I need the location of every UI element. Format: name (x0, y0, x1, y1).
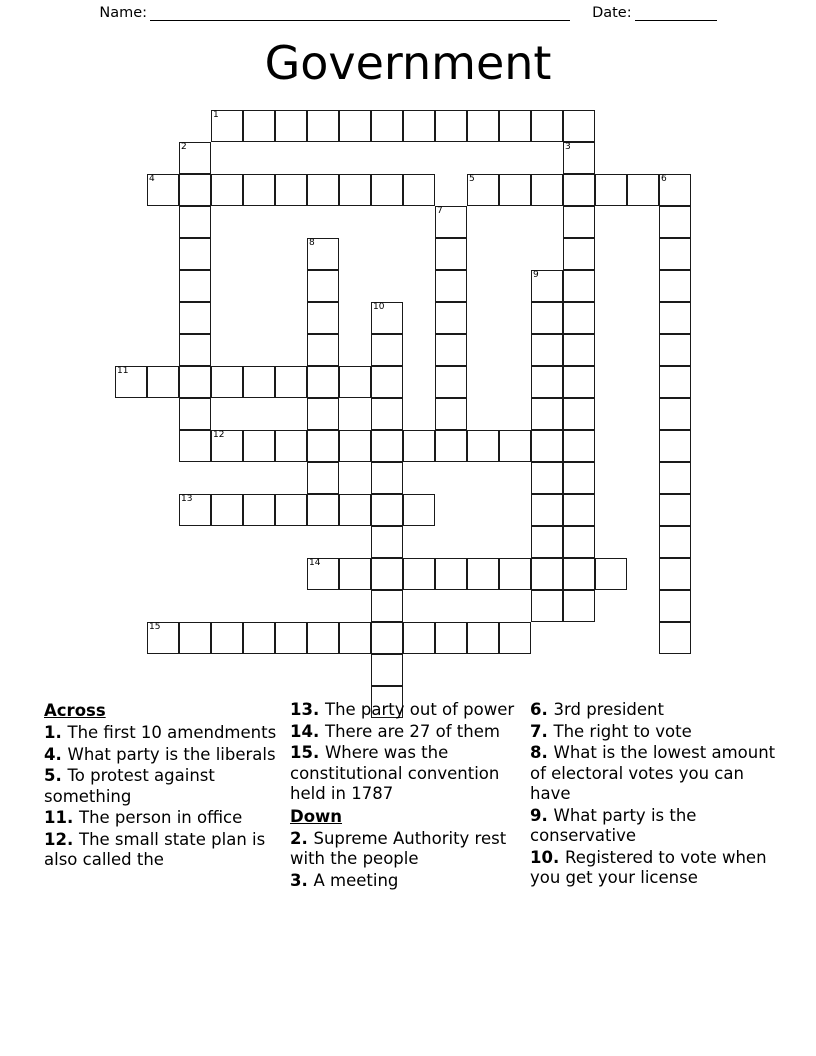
grid-cell[interactable] (467, 430, 499, 462)
grid-cell[interactable] (659, 590, 691, 622)
grid-cell-number: 8 (309, 238, 315, 248)
grid-cell[interactable] (307, 302, 339, 334)
date-label: Date: (592, 5, 632, 21)
grid-cell[interactable] (179, 334, 211, 366)
grid-cell[interactable] (531, 590, 563, 622)
grid-cell-number: 14 (309, 558, 321, 568)
grid-cell[interactable] (371, 110, 403, 142)
grid-cell[interactable] (371, 334, 403, 366)
grid-cell[interactable] (531, 494, 563, 526)
clue-text: The right to vote (553, 721, 692, 741)
grid-cell[interactable] (371, 462, 403, 494)
clue-column-3 (530, 700, 784, 890)
clue-text: The first 10 amendments (67, 723, 277, 742)
grid-cell[interactable] (307, 558, 339, 590)
grid-cell-number: 13 (181, 494, 193, 504)
grid-cell[interactable] (211, 366, 243, 398)
grid-cell[interactable] (563, 366, 595, 398)
grid-cell[interactable] (275, 622, 307, 654)
grid-cell[interactable] (403, 622, 435, 654)
grid-cell[interactable] (435, 366, 467, 398)
clue-number: 2. (290, 828, 314, 848)
grid-cell[interactable] (563, 110, 595, 142)
grid-cell[interactable] (563, 238, 595, 270)
grid-cell[interactable] (531, 110, 563, 142)
grid-cell[interactable] (115, 366, 147, 398)
grid-cell[interactable] (659, 558, 691, 590)
grid-cell[interactable] (563, 206, 595, 238)
grid-cell[interactable] (307, 398, 339, 430)
grid-cell[interactable] (211, 494, 243, 526)
grid-cell[interactable] (435, 270, 467, 302)
grid-cell[interactable] (403, 430, 435, 462)
clue-text: To protest against something (44, 766, 215, 806)
grid-cell[interactable] (659, 526, 691, 558)
clue-number: 6. (530, 700, 554, 719)
grid-cell[interactable] (243, 430, 275, 462)
clue-number: 7. (530, 721, 554, 741)
grid-cell[interactable] (211, 622, 243, 654)
grid-cell[interactable] (499, 174, 531, 206)
grid-cell[interactable] (307, 110, 339, 142)
clue-down-7 (530, 722, 776, 743)
grid-cell[interactable] (179, 174, 211, 206)
grid-cell[interactable] (659, 430, 691, 462)
grid-cell[interactable] (275, 430, 307, 462)
grid-cell[interactable] (435, 334, 467, 366)
clue-text: The party out of power (324, 700, 515, 719)
clue-text: What party is the liberals (67, 744, 276, 764)
grid-cell[interactable] (435, 622, 467, 654)
grid-cell[interactable] (371, 366, 403, 398)
grid-cell[interactable] (563, 398, 595, 430)
grid-cell[interactable] (563, 462, 595, 494)
grid-cell[interactable] (531, 334, 563, 366)
clue-number: 12. (44, 829, 79, 849)
grid-cell[interactable] (499, 110, 531, 142)
grid-cell[interactable] (371, 654, 403, 686)
grid-cell-number: 12 (213, 430, 225, 440)
grid-cell[interactable] (147, 622, 179, 654)
grid-cell[interactable] (403, 110, 435, 142)
grid-cell[interactable] (211, 174, 243, 206)
grid-cell[interactable] (275, 366, 307, 398)
grid-cell[interactable] (179, 270, 211, 302)
clue-text: What is the lowest amount of electoral votes you can have (530, 743, 776, 803)
grid-cell[interactable] (371, 302, 403, 334)
grid-cell[interactable] (435, 398, 467, 430)
grid-cell-number: 2 (181, 142, 187, 152)
name-label: Name: (99, 5, 148, 21)
clue-number: 11. (44, 808, 79, 827)
grid-cell[interactable] (371, 558, 403, 590)
clue-number: 5. (44, 766, 68, 785)
clue-down-8 (530, 743, 776, 805)
grid-cell[interactable] (339, 174, 371, 206)
grid-cell[interactable] (531, 526, 563, 558)
grid-cell[interactable] (403, 558, 435, 590)
grid-cell[interactable] (531, 558, 563, 590)
clue-number: 1. (44, 723, 68, 742)
clue-column-2 (290, 700, 530, 892)
grid-cell[interactable] (307, 238, 339, 270)
grid-cell[interactable] (467, 622, 499, 654)
grid-cell[interactable] (659, 366, 691, 398)
down-heading: Down (290, 806, 343, 826)
grid-cell[interactable] (179, 398, 211, 430)
grid-cell[interactable] (563, 270, 595, 302)
page-title: Government (264, 36, 552, 90)
grid-cell[interactable] (563, 334, 595, 366)
grid-cell-number: 9 (533, 270, 539, 280)
grid-cell[interactable] (339, 110, 371, 142)
grid-cell[interactable] (659, 622, 691, 654)
clues-section (44, 700, 784, 980)
grid-cell[interactable] (371, 526, 403, 558)
grid-cell[interactable] (307, 430, 339, 462)
clue-text: The person in office (78, 808, 243, 827)
grid-cell[interactable] (243, 110, 275, 142)
grid-cell[interactable] (659, 494, 691, 526)
grid-cell[interactable] (435, 110, 467, 142)
grid-cell[interactable] (531, 174, 563, 206)
grid-cell[interactable] (275, 110, 307, 142)
grid-cell[interactable] (659, 462, 691, 494)
grid-cell[interactable] (435, 558, 467, 590)
grid-cell[interactable] (531, 462, 563, 494)
clue-text: 3rd president (553, 700, 664, 719)
grid-cell[interactable] (307, 462, 339, 494)
clue-across-1 (44, 723, 282, 744)
grid-cell-number: 15 (149, 622, 161, 632)
grid-cell[interactable] (531, 366, 563, 398)
grid-cell[interactable] (467, 174, 499, 206)
grid-cell[interactable] (563, 430, 595, 462)
clue-number: 4. (44, 744, 68, 764)
clue-text: A meeting (313, 870, 399, 890)
grid-cell[interactable] (147, 174, 179, 206)
grid-cell[interactable] (627, 174, 659, 206)
clue-across-4 (44, 745, 282, 766)
grid-cell-number: 6 (661, 174, 667, 184)
grid-cell[interactable] (563, 494, 595, 526)
grid-cell[interactable] (307, 174, 339, 206)
grid-cell[interactable] (659, 270, 691, 302)
grid-cell[interactable] (371, 398, 403, 430)
grid-cell[interactable] (659, 334, 691, 366)
grid-cell[interactable] (659, 174, 691, 206)
grid-cell[interactable] (307, 334, 339, 366)
clue-text: There are 27 of them (324, 721, 500, 741)
clue-across-12 (44, 830, 282, 871)
grid-cell[interactable] (179, 366, 211, 398)
grid-cell[interactable] (275, 494, 307, 526)
grid-cell[interactable] (371, 622, 403, 654)
clue-number: 3. (290, 870, 314, 890)
grid-cell[interactable] (531, 270, 563, 302)
grid-cell[interactable] (307, 494, 339, 526)
clue-number: 9. (530, 805, 554, 825)
grid-cell[interactable] (275, 174, 307, 206)
clue-across-5 (44, 766, 282, 807)
grid-cell[interactable] (339, 494, 371, 526)
grid-cell[interactable] (307, 622, 339, 654)
grid-cell[interactable] (179, 430, 211, 462)
clue-text: What party is the conservative (530, 805, 697, 845)
grid-cell[interactable] (435, 430, 467, 462)
grid-cell-number: 4 (149, 174, 155, 184)
clue-down-6 (530, 700, 776, 721)
grid-cell[interactable] (563, 302, 595, 334)
grid-cell[interactable] (435, 302, 467, 334)
grid-cell[interactable] (531, 430, 563, 462)
grid-cell[interactable] (467, 110, 499, 142)
grid-cell[interactable] (243, 174, 275, 206)
grid-cell[interactable] (243, 622, 275, 654)
grid-cell[interactable] (595, 558, 627, 590)
grid-cell[interactable] (403, 494, 435, 526)
grid-cell[interactable] (371, 174, 403, 206)
grid-cell[interactable] (499, 430, 531, 462)
grid-cell[interactable] (595, 174, 627, 206)
grid-cell[interactable] (499, 558, 531, 590)
grid-cell[interactable] (179, 494, 211, 526)
grid-cell[interactable] (339, 558, 371, 590)
clue-down-9 (530, 806, 776, 847)
clue-across-13 (290, 700, 522, 721)
clue-number: 8. (530, 743, 554, 762)
clue-down-3 (290, 871, 522, 892)
grid-cell[interactable] (467, 558, 499, 590)
clue-down-10 (530, 848, 776, 889)
grid-cell[interactable] (147, 366, 179, 398)
grid-cell[interactable] (371, 430, 403, 462)
grid-cell[interactable] (659, 238, 691, 270)
clue-across-11 (44, 808, 282, 829)
clue-number: 13. (290, 700, 325, 719)
grid-cell[interactable] (179, 622, 211, 654)
grid-cell-number: 7 (437, 206, 443, 216)
clue-text: The small state plan is also called the (44, 829, 266, 869)
across-heading: Across (44, 701, 106, 720)
grid-cell[interactable] (563, 142, 595, 174)
grid-cell[interactable] (403, 174, 435, 206)
clue-text: Registered to vote when you get your license (530, 847, 767, 887)
grid-cell-number: 10 (373, 302, 385, 312)
grid-cell[interactable] (531, 398, 563, 430)
grid-cell[interactable] (339, 622, 371, 654)
clue-number: 10. (530, 847, 565, 867)
grid-cell[interactable] (179, 302, 211, 334)
clue-across-14 (290, 722, 522, 743)
clue-number: 14. (290, 721, 325, 741)
grid-cell[interactable] (435, 238, 467, 270)
grid-cell[interactable] (307, 366, 339, 398)
clue-text: Where was the constitutional convention held in 1787 (290, 743, 500, 803)
grid-cell[interactable] (371, 494, 403, 526)
grid-cell[interactable] (179, 142, 211, 174)
grid-cell[interactable] (531, 302, 563, 334)
grid-cell[interactable] (307, 270, 339, 302)
grid-cell[interactable] (499, 622, 531, 654)
grid-cell[interactable] (659, 398, 691, 430)
grid-cell[interactable] (243, 494, 275, 526)
grid-cell-number: 1 (213, 110, 219, 120)
grid-cell[interactable] (211, 430, 243, 462)
clue-text: Supreme Authority rest with the people (290, 828, 507, 868)
grid-cell[interactable] (243, 366, 275, 398)
grid-cell[interactable] (563, 590, 595, 622)
grid-cell[interactable] (563, 526, 595, 558)
clue-down-2 (290, 829, 522, 870)
grid-cell[interactable] (179, 206, 211, 238)
clue-number: 15. (290, 743, 325, 762)
grid-cell[interactable] (659, 206, 691, 238)
grid-cell-number: 3 (565, 142, 571, 152)
grid-cell[interactable] (339, 366, 371, 398)
grid-cell[interactable] (339, 430, 371, 462)
grid-cell[interactable] (563, 558, 595, 590)
grid-cell-number: 11 (117, 366, 129, 376)
clue-column-1 (44, 700, 290, 872)
grid-cell[interactable] (435, 206, 467, 238)
grid-cell-number: 5 (469, 174, 475, 184)
grid-cell[interactable] (659, 302, 691, 334)
grid-cell[interactable] (371, 590, 403, 622)
clue-across-15 (290, 743, 522, 805)
grid-cell[interactable] (563, 174, 595, 206)
grid-cell[interactable] (179, 238, 211, 270)
grid-cell[interactable] (211, 110, 243, 142)
